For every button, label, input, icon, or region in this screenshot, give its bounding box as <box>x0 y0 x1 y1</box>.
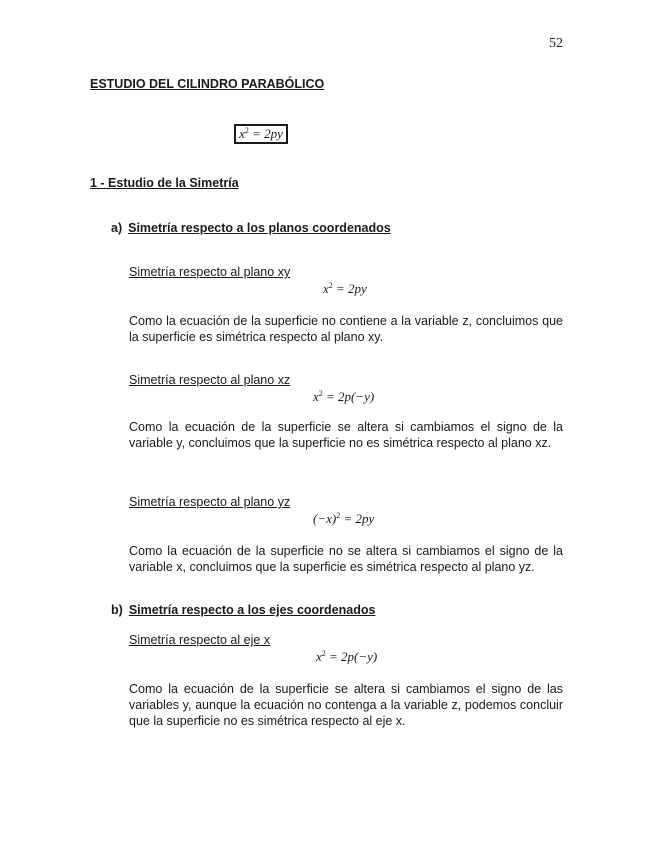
plane-yz-equation: $(-x)^2 = 2py$ <box>313 511 375 526</box>
subsection-label: a) <box>111 221 123 235</box>
subsection-title: Simetría respecto a los ejes coordenados <box>128 603 376 617</box>
subsection-label: b) <box>111 603 123 617</box>
plane-xy-paragraph: Como la ecuación de la superficie no contiene a la variable z, concluimos que la superficie es simétrica respecto al plano xy. <box>129 314 563 344</box>
subsection-b-heading <box>111 603 375 617</box>
axis-x-equation: $x^2 = 2p(-y)$ <box>316 649 378 664</box>
plane-xy-title: Simetría respecto al plano xy <box>129 265 291 279</box>
axis-x-paragraph: Como la ecuación de la superficie se altera si cambiamos el signo de las variables y, aunque la ecuación no contenga a la variable z, podemos concluir que la superficie no es simétrica respecto al eje x. <box>129 682 563 728</box>
plane-yz-title: Simetría respecto al plano yz <box>129 495 291 509</box>
plane-xz-paragraph: Como la ecuación de la superficie se altera si cambiamos el signo de la variable y, concluimos que la superficie no es simétrica respecto al plano xz. <box>129 420 563 450</box>
section-title: 1 - Estudio de la Simetría <box>90 176 239 190</box>
plane-xy-equation: $x^2 = 2py$ <box>323 281 367 296</box>
plane-xz-title: Simetría respecto al plano xz <box>129 373 291 387</box>
subsection-a-heading <box>111 221 391 235</box>
plane-xz-equation: $x^2 = 2p(-y)$ <box>313 389 375 404</box>
equation: $x^2 = 2py$ <box>239 126 283 141</box>
page-number: 52 <box>549 36 563 51</box>
boxed-main-equation <box>234 124 288 144</box>
document-title: ESTUDIO DEL CILINDRO PARABÓLICO <box>90 77 325 91</box>
axis-x-title: Simetría respecto al eje x <box>129 633 271 647</box>
plane-yz-paragraph: Como la ecuación de la superficie no se altera si cambiamos el signo de la variable x, concluimos que la superficie es simétrica respecto al plano yz. <box>129 544 563 574</box>
subsection-title: Simetría respecto a los planos coordenados <box>128 221 391 235</box>
